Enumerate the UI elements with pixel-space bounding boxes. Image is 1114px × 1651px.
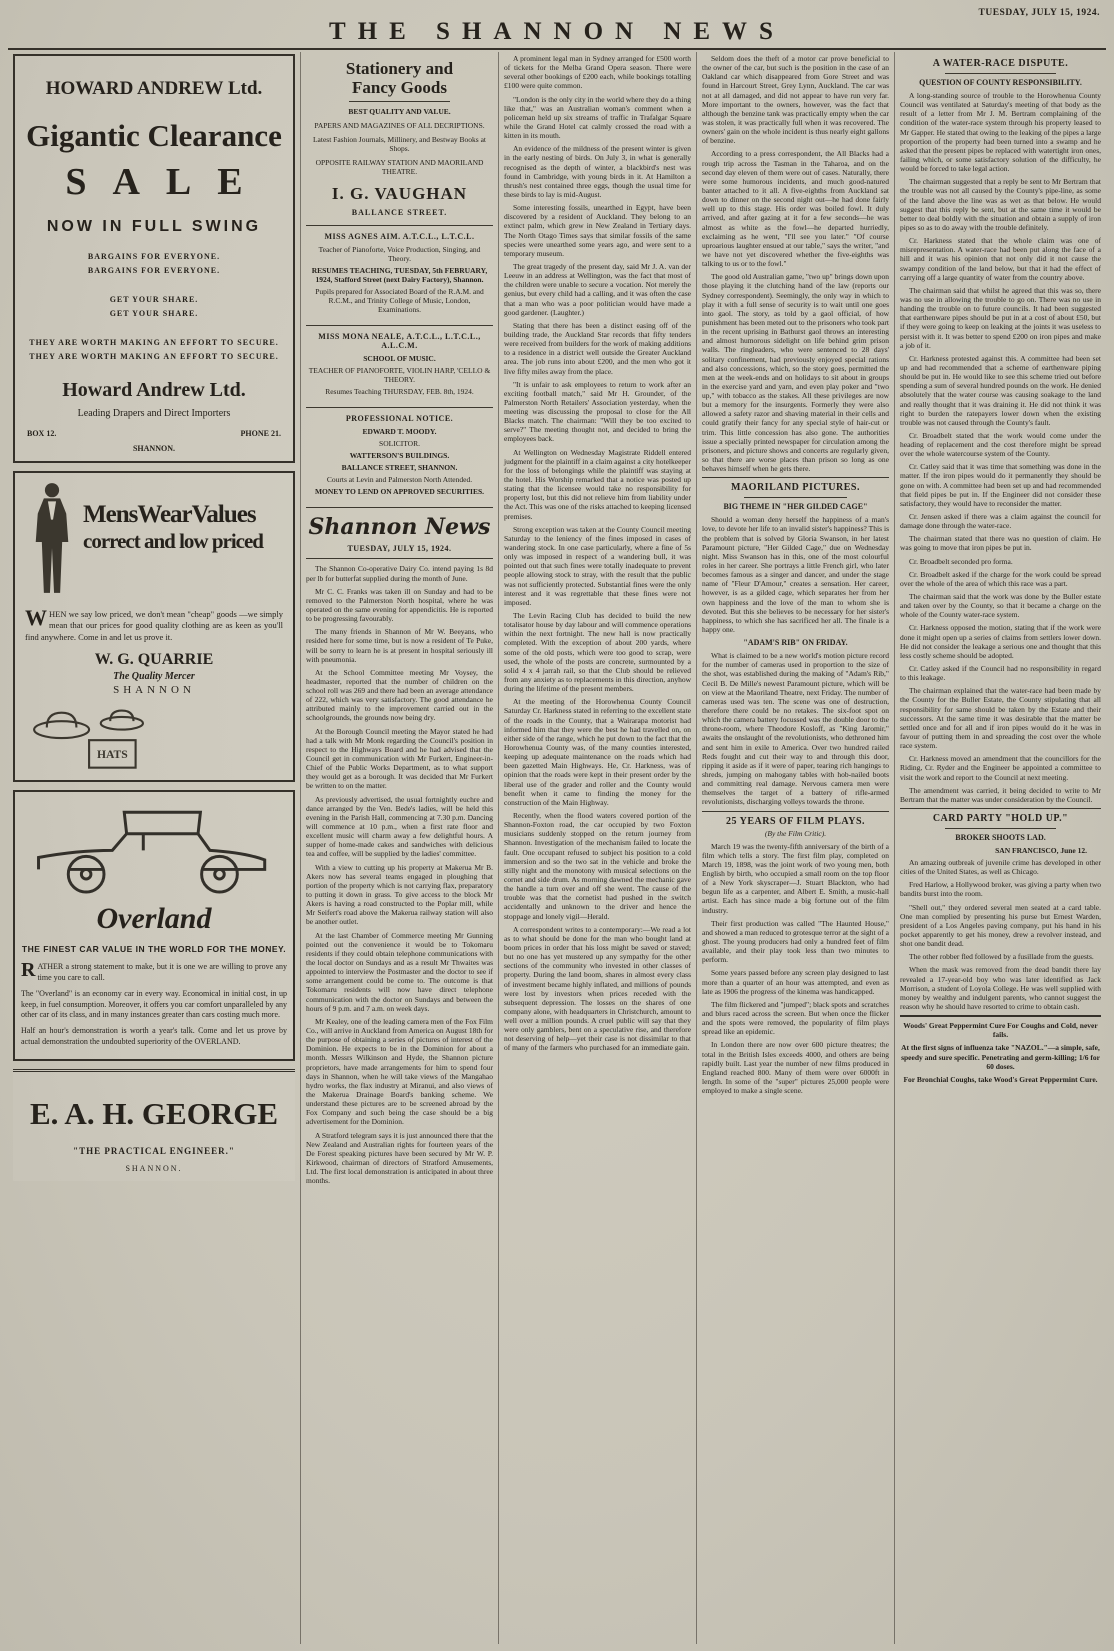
article-paragraph: Cr. Jensen asked if there was a claim against the council for damage done through the water-race.	[900, 512, 1101, 531]
ad-tagline: Leading Drapers and Direct Importers	[77, 408, 231, 419]
ad-headline: Overland	[96, 902, 212, 936]
contact-row	[23, 429, 285, 438]
divider-rule	[702, 811, 889, 812]
advertiser-name: HOWARD ANDREW Ltd.	[45, 78, 263, 99]
notice-line: BALLANCE STREET, SHANNON.	[341, 463, 458, 473]
article-paragraph: Cr. Broadbelt asked if the charge for the work could be spread over the whole of the area of which this race was a part.	[900, 569, 1101, 588]
news-paragraph: With a view to cutting up his property at Makerua Mr B. Akers now has several teams engaged in ploughing that portion of the property which is not carrying flax, preparatory to putting it down in grass. To give access to the block Mr Akers is having a road constructed to the Poplar mill, while Mr Seifert's road above the Makerua railway station will also be another outlet.	[306, 862, 493, 927]
news-paragraph: A Stratford telegram says it is just announced there that the New Zealand and Australian rights for fourteen years of the De Forest speaking pictures have been secured by Mr W. P. Kirkwood, chairman of directors of Stratford Amusements, Ltd. The first local demonstration is anticipated in about three months.	[306, 1130, 493, 1186]
divider-rule	[744, 497, 847, 498]
news-paragraph: The great tragedy of the present day, said Mr J. A. van der Leeuw in an address at Wellington, was the fact that most of the children were unable to secure a vocation. Not merely the genius, but every child had a calling, and it was often the case that a man who was a poor politician would have made a good gardener. (Laughter.)	[504, 261, 691, 317]
news-paragraph: The Shannon Co-operative Dairy Co. intend paying 1s 8d per lb for butterfat supplied during the month of June.	[306, 564, 493, 583]
column-3-general-news	[498, 52, 696, 1644]
news-paragraph: Mr Kealey, one of the leading camera men of the Fox Film Co., will arrive in Auckland from America on August 18th for the purpose of obtaining a series of pictures of interest of the Dominion. He expects to be in the Dominion for about a month. Messrs Wilkinson and Hyde, the Shannon picture proprietors, have made arrangements for him to spend four days in Shannon, when he will take views of the Mangahao hydro works, the flax industry at Miranui, and also views of the Makerua Drainage Board's banking scheme. We understand these pictures are to be screened abroad by the Fox Company and such being the case should be a big advertisement for the Dominion.	[306, 1016, 493, 1127]
article-paragraph: The chairman said that the work was done by the Buller estate and taken over by the County, so that it became a charge on the whole of the County water-race system.	[900, 592, 1101, 620]
notice-line: WATTERSON'S BUILDINGS.	[349, 451, 450, 461]
general-news-items	[702, 54, 889, 473]
news-paragraph: Seldom does the theft of a motor car prove beneficial to the owner of the car, but such is the position in the case of an Oakland car which disappeared from Gore Street and was found in Harcourt Street, Grey Lynn, Auckland. The car was not at all damaged, and did not appear to have run very far. More important to the owners, however, was the fact that although the benzine tank was practically empty when the car was stolen, it was practically full when it was recovered. The owners' gain on the whole incident is thus nearly eight gallons of benzine.	[702, 54, 889, 146]
news-paragraph: At the last Chamber of Commerce meeting Mr Gunning pointed out the convenience it would be to Tokomaru residents if they could obtain telephone communications with the local doctor on Sundays and as a result Mr Thwaites was appointed to interview the Postmaster and the doctor to see if some arrangement could be come to. The outcome is that Tokomaru residents will now have direct telephone communication with the doctor on Sundays and between the hours of 9 p.m. and 7 a.m. on week days.	[306, 930, 493, 1013]
ad-line: GET YOUR SHARE.	[109, 295, 199, 304]
article-title: A WATER-RACE DISPUTE.	[932, 58, 1069, 69]
ad-line: BARGAINS FOR EVERYONE.	[87, 252, 221, 261]
article-paragraph: "Shell out," they ordered several men seated at a card table. One man complied by presenting his purse but Ernest Warden, president of a Los Angeles paving company, put his hand in his pocket apparently to get his money, drew a revolver instead, and shot one bandit dead.	[900, 902, 1101, 949]
notice-title: PROFESSIONAL NOTICE.	[345, 414, 454, 424]
article-paragraph: Some years passed before any screen play designed to last more than a quarter of an hour was attempted, and even as late as 1906 the progress of the kinema was handicapped.	[702, 968, 889, 996]
article-paragraph: Cr. Harkness moved an amendment that the councillors for the Riding, Cr. Ryder and the Engineer be appointed a committee to visit the work and report to the Council at next meeting.	[900, 754, 1101, 782]
news-paragraph: Mr C. C. Franks was taken ill on Sunday and had to be removed to the Palmerston North hospital, where he was operated on the same evening for appendicitis. He is reported to be progressing favourably.	[306, 586, 493, 624]
divider-rule	[945, 828, 1056, 829]
phone-number: PHONE 21.	[240, 429, 281, 438]
notice-line: RESUMES TEACHING, TUESDAY, 5th FEBRUARY, 1924, Stafford Street (next Dairy Factory), Shannon.	[311, 266, 488, 285]
column-5	[894, 52, 1106, 1644]
notice-line: MONEY TO LEND ON APPROVED SECURITIES.	[314, 487, 485, 497]
column-1-ads	[8, 52, 300, 1644]
notice-line: Pupils prepared for Associated Board of the R.A.M. and R.C.M., and Trinity College of Music, London, Examinations.	[315, 287, 484, 315]
local-news-items	[306, 559, 493, 1185]
news-paragraph: According to a press correspondent, the All Blacks had a rough trip across the Tasman in the Taharoa, and on the second day eleven of them were out of cases. Naturally, there were some humorous incidents, and much good-natured banter attached to it all. A five-eighths from Auckland sat down to dinner on the second night out—he had done fairly well up to this stage. His order was boiled fowl. It duly arrived, and after gazing at it for a few seconds—he was almost as white as the fowl—he departed hurriedly, exclaiming as he went, "I'll see you later." "Of course uproarious laughter ensued at our table," says the writer, "and we have not yet discovered whether the five-eighths was talking to us or to the fowl."	[702, 149, 889, 269]
advertiser-name: E. A. H. GEORGE	[29, 1096, 279, 1132]
news-paragraph: An evidence of the mildness of the present winter is given in the early nesting of birds. On July 3, in what is generally recognised as the depth of winter, a blackbird's nest was found in Cambridge, with young birds in it. At Hamilton a thrush's nest contained three eggs, though the usual time for these birds to lay is mid-August.	[504, 144, 691, 199]
ad-slogan: THE FINEST CAR VALUE IN THE WORLD FOR THE MONEY.	[21, 944, 287, 955]
overland-car-ad	[13, 790, 295, 1061]
divider-rule	[702, 477, 889, 478]
news-paragraph: At the School Committee meeting Mr Voysey, the headmaster, reported that the number of children on the school roll was 269 and there had been an average attendance of 222, which was very satisfactory. The good attendance he attributed mainly to the improvement carried out in the schoolgrounds, the grounds now being dry.	[306, 667, 493, 723]
menswear-ad	[13, 471, 295, 782]
ad-headline: MensWearValues	[83, 501, 256, 528]
news-paragraph: Recently, when the flood waters covered portion of the Shannon-Foxton road, the car occupied by two Foxton musicians suddenly stopped on the return journey from Shannon. Investigation of the mechanism failed to locate the fault. One occupant refused to subject his position to a cold immersion and so the two sat in the vehicle and broke the stilly night and the monotony with musical selections on the cornet and side drum. As morning dawned the mechanic gave the handle a turn over and off she went. The cause of the trouble was that the cornetist had pushed in the switch accidentally and unknown to the driver and hence the stoppage and lonely vigil—Herald.	[504, 810, 691, 921]
spacer	[23, 323, 285, 333]
role-label: SOLICITOR.	[379, 439, 420, 449]
ad-subheadline: correct and low priced	[83, 529, 263, 553]
film-article-body	[702, 842, 889, 1096]
article-subtitle: BIG THEME IN "HER GILDED CAGE"	[723, 502, 868, 512]
ad-line: THEY ARE WORTH MAKING AN EFFORT TO SECURE.	[29, 352, 279, 361]
small-ad: For Bronchial Coughs, take Wood's Great Peppermint Cure.	[903, 1074, 1098, 1084]
suited-man-illustration	[21, 479, 83, 601]
news-paragraph: At Wellington on Wednesday Magistrate Riddell entered judgment for the plaintiff in a claim against a city hotelkeeper for the loss of belongings while the plaintiff was staying at the hotel. His Worship remarked that a notice was posted up stating that the licensee would take no responsibility for property lost, but this did not relieve him from liability under the Act. This was one of the risks attached to keeping licensed premises.	[504, 447, 691, 521]
article-paragraph: The chairman explained that the water-race had been made by the County for the Buller Estate, the County stipulating that all responsibility for same should be taken by the Estate and their successors. At the same time it was desirable that the matter be settled once and for all and if iron pipes would do it he was in favour of putting them in and spreading the cost over the whole race system.	[900, 686, 1101, 751]
article-paragraph: An amazing outbreak of juvenile crime has developed in other cities of the United States, as well as Chicago.	[900, 857, 1101, 877]
ad-tagline: The Quality Mercer	[113, 671, 195, 683]
article-paragraph: The other robber fled followed by a fusillade from the guests.	[909, 952, 1094, 962]
article-paragraph: Cr. Catley said that it was time that something was done in the matter. If the iron pipes would do it permanently they should be gone on with. A committee had been set up and had recommended that field pipes be put in. If the Engineer did not consider these satisfactory, they would have to reconsider the matter.	[900, 462, 1101, 508]
article-subtitle: BROKER SHOOTS LAD.	[955, 832, 1046, 842]
article-paragraph: March 19 was the twenty-fifth anniversary of the birth of a film which tells a story. The first film play, completed on March 19, 1898, was the joint work of two young men, both English by birth, who occupied a small room on the top floor of a New York skyscraper—J. Stuart Blackton, who had begun life as a carpenter, and Albert E. Smith, a music-hall artist. Each has since made a big fortune out of the film industry.	[702, 841, 889, 915]
water-race-article-body	[900, 91, 1101, 804]
ad-headline: Fancy Goods	[352, 77, 447, 97]
news-paragraph: As previously advertised, the usual fortnightly euchre and dance arranged by the Ven. Bede's ladies, will be held this evening in the Parish Hall, commencing at 7.30 p.m. Dancing will commence at 10 p.m., when a first rate floor and excellent music will charm away a few delightful hours. A supper of home-made cakes and sandwiches with delicious tea and coffee, will be supplied by the ladies' committee.	[306, 794, 493, 859]
ad-line: Latest Fashion Journals, Millinery, and Bestway Books at Shops.	[312, 135, 487, 154]
article-paragraph: Cr. Broadbelt stated that the work would come under the heading of replacement and the cost therefore might be spread over the whole watercourse system of the County.	[900, 430, 1101, 459]
ad-line: PAPERS AND MAGAZINES OF ALL DECRIPTIONS.	[314, 121, 485, 131]
small-ad: Woods' Great Peppermint Cure For Coughs and Cold, never fails.	[903, 1021, 1098, 1040]
car-illustration	[29, 798, 279, 898]
howard-andrew-ad	[13, 54, 295, 463]
hats-box-label: HATS	[96, 748, 128, 762]
ad-line: OPPOSITE RAILWAY STATION AND MAORILAND THEATRE.	[315, 158, 484, 177]
stationery-ad	[306, 54, 493, 226]
news-paragraph: The many friends in Shannon of Mr W. Beeyans, who resided here for some time, but is now a resident of Te Puke, will be sorry to learn he is at present in hospital seriously ill with pneumonia.	[306, 627, 493, 664]
ad-headline: Stationery and	[345, 59, 454, 78]
column-2	[300, 52, 498, 1644]
ad-body-text: Half an hour's demonstration is worth a year's talk. Come and let us prove by actual demonstration the undoubted superiority of the OVERLAND.	[21, 1026, 287, 1046]
moody-solicitor-notice	[306, 408, 493, 508]
article-subtitle: QUESTION OF COUNTY RESPONSIBILITY.	[919, 78, 1082, 87]
news-paragraph: Strong exception was taken at the County Council meeting Saturday to the leniency of the fines imposed in cases of wandering stock. In one case particularly, where a fine of 5s only was imposed in respect of a wandering bull, it was pointed out that such fines were totally inadequate to prevent people allowing stock to stray, with the result that the public was not sufficiently protected. Substantial fines were the only interest and it was regrettable that these fines were not imposed.	[504, 524, 691, 607]
article-paragraph: Cr. Broadbelt seconded pro forma.	[909, 556, 1013, 566]
notice-title: MISS AGNES AIM. A.T.C.L., L.T.C.L.	[324, 232, 475, 242]
article-paragraph: The amendment was carried, it being decided to write to Mr Bertram that the matter was under consideration by the Council.	[900, 785, 1101, 804]
article-paragraph: Should a woman deny herself the happiness of a man's love, to devote her life to an invalid sister's happiness? This is the problem that is solved by Gloria Swanson, in her latest Paramount picture, "Her Gilded Cage," due on Wednesday night. Miss Swanson has in this, one of the most colourful roles in her career. She portrays a little French girl, who later becomes famous as a singer and dancer, and under the stage name of "Fleur D'Amour," creates a sensation. Her career, however, is as a gilded cage, which separates her from her own happiness and the love of the man to whom she is devoted. But this she believes to be necessary for her sister's happiness, to which she has sacrificed her all. The finale is a happy one.	[702, 515, 889, 635]
ad-line: GET YOUR SHARE.	[109, 309, 199, 318]
news-paragraph: A correspondent writes to a contemporary:—We read a lot as to what should be done for the man who bought land at boom prices in order that his loss might be saved or staved; but no one has yet mustered up any sympathy for the other sections of the community who invested in other classes of property. During the land boom, shares in almost every class of investment became highly inflated, and millions of pounds were lost by investors when prices receded with the subsequent depression. The losses on the shares of one company alone, with headquarters in Christchurch, amount to well over a million pounds. A cruel public will say that they were only gamblers, bent on a speculative rise, and therefore not deserving of help—yet their case is not dissimilar to that of many of the farmers who purchased for an immediate gain.	[504, 924, 691, 1053]
classified-small-ads	[900, 1021, 1101, 1084]
town-label: SHANNON.	[125, 1164, 183, 1174]
spacer	[23, 280, 285, 290]
news-paragraph: "It is unfair to ask employees to return to work after an exciting football match," said Mr H. Grounder, of the Palmerston North Retailers' Association yesterday, when the meeting was discussing the proposal to close for the All Blacks match. The chairman: "Will they be too excited to serve?" The meeting thought not, and decided to bring the employees back.	[504, 379, 691, 444]
article-paragraph: Cr. Catley asked if the Council had no responsibility in regard to this leakage.	[900, 664, 1101, 683]
box-number: BOX 12.	[27, 429, 57, 438]
article-paragraph: Cr. Harkness protested against this. A committee had been set up and had recommended that a scheme of earthenware piping should be put in. He would like to see this scheme tried out before spending a sum of several hundred pounds on the work. He denied absolutely that the water course was causing soakage to the land and really thought that it was draining it. He did not think it was right to burden the ratepayers lower down when the existing trouble was not caused through the County's fault.	[900, 353, 1101, 427]
news-paragraph: A prominent legal man in Sydney arranged for £500 worth of tickets for the Melba Grand Opera season. There were several other bookings of £200 each, while bookings totalling £100 were quite common.	[504, 54, 691, 91]
advertiser-name: EDWARD T. MOODY.	[362, 427, 437, 437]
ad-headline-sale: SALE	[65, 161, 269, 203]
advertiser-name: W. G. QUARRIE	[94, 651, 214, 669]
news-paragraph: "London is the only city in the world where they do a thing like that," was an Australian woman's comment when a policeman held up six streams of traffic in Trafalgar Square while the Grand Hotel cat calmly crossed the road with a kitten in its mouth.	[504, 94, 691, 141]
town-label: SHANNON.	[132, 444, 175, 453]
mona-neale-notice	[306, 326, 493, 408]
news-paragraph: Stating that there has been a distinct easing off of the building trade, the Auckland Star records that fifty tenders were received from builders for the work of making additions to a residence in a district well outside the Greater Auckland area. The job runs into about £200, and the men who got it live fifty miles away from the place.	[504, 320, 691, 376]
advertiser-name: I. G. VAUGHAN	[331, 184, 468, 204]
news-paragraph: The good old Australian game, "two up" brings down upon those playing it the clutching hand of the law (reports our Sydney correspondent). Seemingly, the only way in which to play it with a full sense of security is to wait until one goes into gaol. The story, as told by a gaol official, of how punishment has been meted out to the prisoners who took part in the recent uprising in Bathurst gaol throws an interesting and almost humorous sidelight on life behind grim prison walls. The ringleaders, who were sentenced to 28 days' solitary confinement, had previously enjoyed special rations and also concessions, which, so the story goes, permitted the men at the week-ends and on holidays to sit about in groups in the exercise yard and yarn, and even play poker and "two up," with tobacco as the stakes. All these privileges are now but a memory for the insurgents. Formerly they were also allowed a safety razor and shaving material in their cells and could gratify their fancy for any special style of hair-cut or trim. This little concession has also gone. The authorities issue a specially printed newspaper for circulation among the prisoners, and picture shows and concerts are regularly given, so that there are worse places than prison so long as one behaves himself when he gets there.	[702, 272, 889, 474]
column-4	[696, 52, 894, 1644]
divider-rule	[900, 1015, 1101, 1017]
article-title: 25 YEARS OF FILM PLAYS.	[725, 815, 865, 827]
shannon-news-section-header	[306, 508, 493, 559]
article-paragraph: The chairman stated that there was no question of claim. He was going to move that iron pipes be put in.	[900, 534, 1101, 553]
article-paragraph: Their first production was called "The Haunted House," and showed a man reduced to grotesque terror at the sight of a ghost. The young producers had only a hundred feet of film available, and their play took less than two minutes to perform.	[702, 918, 889, 965]
article-paragraph: Fred Harlow, a Hollywood broker, was giving a party when two bandits burst into the room.	[900, 880, 1101, 899]
article-paragraph: The chairman suggested that a reply be sent to Mr Bertram that the trouble was not all caused by the County's pipe-line, as some of the land above the line was as wet as that below. He would suggest that this reply be sent, but at the same time it would be better to deal boldly with the situation and obtain a supply of iron pipes so as to do away with the trouble definitely.	[900, 177, 1101, 232]
ad-line: THEY ARE WORTH MAKING AN EFFORT TO SECURE.	[29, 338, 279, 347]
ad-headline: Gigantic Clearance	[26, 118, 282, 153]
george-engineer-ad	[13, 1069, 295, 1181]
hats-illustration	[21, 700, 191, 774]
notice-line: TEACHER OF PIANOFORTE, VIOLIN HARP, 'CELLO & THEORY.	[308, 366, 491, 385]
advertiser-address: BALLANCE STREET.	[351, 208, 448, 218]
article-paragraph: The chairman said that whilst he agreed that this was so, there was no use in allowing the trouble to go on. There was no use in handing the trouble on to future councils. It had been suggested that earthenware pipes should be put in at a cost of about £50, but if they were going to keep on leaking at the joints it was useless to persist with it. It was better to spend £200 on iron pipes and make a job of it.	[900, 285, 1101, 350]
columns	[8, 52, 1106, 1644]
article-paragraph: When the mask was removed from the dead bandit there lay revealed a 17-year-old boy who was later identified as Jack Morrison, a student of Loyola College. He was well supplied with money by wealthy and indulgent parents, who cannot suggest the reason why he should have resorted to crime to obtain cash.	[900, 965, 1101, 1011]
notice-line: Resumes Teaching THURSDAY, FEB. 8th, 1924.	[325, 387, 474, 397]
article-paragraph: Cr. Harkness opposed the motion, stating that if the work were done it might open up a series of claims from settlers lower down. He did not consider the leakage a serious one and thought that this less costly scheme should be adopted.	[900, 623, 1101, 660]
notice-title: MISS MONA NEALE, A.T.C.L., L.T.C.L., A.L.C.M.	[318, 332, 481, 351]
ad-body-text: RATHER a strong statement to make, but it is one we are willing to prove any time you care to call.	[21, 959, 287, 982]
agnes-aim-notice	[306, 226, 493, 326]
ad-body-text: WHEN we say low priced, we don't mean "cheap" goods —we simply mean that our prices for good quality clothing are as keen as you'll find anywhere. Come in and let us prove it.	[25, 605, 283, 642]
card-party-article-body	[900, 858, 1101, 1011]
article-paragraph: In London there are now over 600 picture theatres; the total in the British Isles exceeds 4000, and others are being rapidly built. Last year the number of new films produced in England reached 800. Many of them were over 6000ft in length. In some of the "super" pictures 25,000 people were employed to make a single scene.	[702, 1040, 889, 1096]
menswear-ad-top	[21, 479, 287, 601]
small-ad: At the first signs of influenza take "NAZOL."—a simple, safe, speedy and sure specific. Penetrating and germ-killing; 1/6 for 60 doses.	[901, 1043, 1100, 1071]
article-paragraph: What is claimed to be a new world's motion picture record for the number of cameras used in proportion to the size of the shot, was established during the making of "Adam's Rib," Cecil B. De Mille's newest Paramount picture, which will be on view at the Maoriland Theatre, next Friday. The number of cameras used was ten. The scene was one of destruction, therefore there could be no retakes. The six-foot spot on which the camera battery focussed was the double door to the throne-room, where Theodore Kosloff, as "King Jaromir," awaits the onslaught of the revolutionists, who dethroned him and sent him in exile to America. Over two hundred railed Reds fought and cut their way to and through this door, ripping it aside as if it were of paper, tearing rich hangings to shreds, jumping on mahogany tables with hob-nailed boots and committing real damage. Nervous camera men were themselves the target of a battery of rifle-armed revolutionists, discharging volleys towards the throne.	[702, 651, 889, 807]
issue-date: TUESDAY, JULY 15, 1924.	[978, 8, 1100, 18]
ad-line: BARGAINS FOR EVERYONE.	[87, 266, 221, 275]
divider-rule	[900, 808, 1101, 809]
news-paragraph: Some interesting fossils, unearthed in Egypt, have been discovered by a resident of Auckland. They belong to an extinct palm, which grew in New Zealand in Tertiary days. The North Otago Times says that similar fossils of the same species were unearthed some years ago, and were sent to a temporary museum.	[504, 203, 691, 258]
article-paragraph: The film flickered and "jumped"; black spots and scratches and blurs raced across the screen. But when once the flicker and the spots were removed, the popularity of film plays spread like an epidemic.	[702, 999, 889, 1037]
menswear-headline	[83, 479, 287, 601]
article-paragraph: A long-standing source of trouble to the Horowhenua County Council was ventilated at Saturday's meeting of that body as the result of a letter from Mr J. M. Bertram complaining of the condition of the water-race system through his property leased to Mr Gapper. He stated that owing to the leaking of the pipes a large proportion of the property had been turned into a swamp and he asked that the present pipes be replaced with watertight iron ones, failing which, or some satisfactory solution of the difficulty, he would be forced to take legal action.	[900, 91, 1101, 174]
notice-line: SCHOOL OF MUSIC.	[363, 354, 436, 364]
ad-subheadline: NOW IN FULL SWING	[46, 218, 262, 235]
article-title: CARD PARTY "HOLD UP."	[932, 812, 1069, 824]
masthead	[8, 4, 1106, 50]
town-label: SHANNON	[113, 684, 195, 697]
ad-tagline: "THE PRACTICAL ENGINEER."	[73, 1146, 235, 1157]
news-paragraph: At the Borough Council meeting the Mayor stated he had had a talk with Mr Monk regarding the Council's position in respect to the Highways Board and he had advised that the Council get in communication with Mr Furkert, Engineer-in-Chief of the Public Works Department, as to what support they would get as a borough. It was decided that Mr Furkert be written to on the matter.	[306, 726, 493, 791]
section-date: TUESDAY, JULY 15, 1924.	[347, 544, 452, 554]
newspaper-title: THE SHANNON NEWS	[329, 18, 785, 45]
ad-line: BEST QUALITY AND VALUE.	[348, 107, 451, 117]
notice-line: Teacher of Pianoforte, Voice Production, Singing, and Theory.	[318, 245, 481, 264]
section-title: Shannon News	[308, 514, 491, 541]
advertiser-name: Howard Andrew Ltd.	[62, 379, 246, 401]
news-paragraph: The Levin Racing Club has decided to build the new totalisator house by day labour and will commence operations within the next fortnight. The new hall is now practically completed. With the exception of about 200 yards, where some of the old posts, which were too good to scrap, were used, the whole of the posts are concrete, surmounted by a solid 4 x 4 jarrah rail, so that the Club should be relieved from any anxiety as to replacements in this direction, anyhow during the lifetime of the present members.	[504, 611, 691, 694]
notice-line: Courts at Levin and Palmerston North Attended.	[326, 475, 473, 485]
article-paragraph: Cr. Harkness stated that the whole claim was one of misrepresentation. A water-race had been put along the face of a hill and it was his opinion that not only did it not cause the swampy condition of the land below, but that it had the effect of carrying off a large quantity of water from the country above.	[900, 236, 1101, 282]
article-byline: (By the Film Critic).	[764, 828, 827, 838]
article-subtitle: "ADAM'S RIB" ON FRIDAY.	[743, 638, 848, 648]
news-paragraph: At the meeting of the Horowhenua County Council Saturday Cr. Harkness stated in referring to the excellent state of the roads in the County, that a Wairarapa motorist had informed him that they were the best he had travelled on, on either side of the range, which he put down to the fact that the Horowhenua County was, of the many counties interested, keeping up adequate maintenance on the roads which had been gazetted Main Highways. He, Cr. Harkness, was of opinion that the roads were kept in their present order by the liberal use of the grader and roller and the County would benefit when it came to finding the money for the construction of the Main Highway.	[504, 697, 691, 807]
divider-rule	[349, 101, 450, 102]
article-dateline: SAN FRANCISCO, June 12.	[995, 845, 1087, 855]
ad-body-text: The "Overland" is an economy car in every way. Economical in initial cost, in up keep, in fuel consumption. Moreover, it offers you car comfort unparalleled by any other car of its class, and in many instances greater than cars costing much more.	[21, 989, 287, 1019]
article-title: MAORILAND PICTURES.	[731, 482, 860, 494]
divider-rule	[945, 73, 1056, 74]
